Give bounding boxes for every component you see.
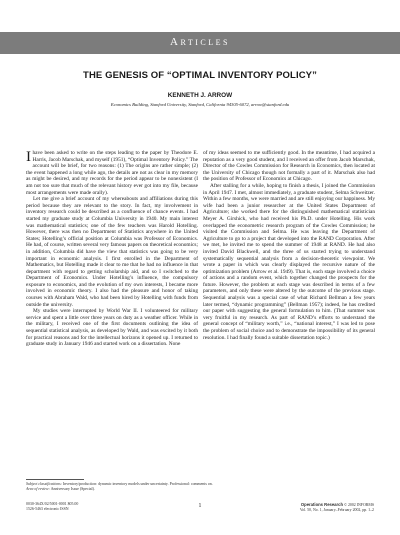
subject-classifications [26, 482, 374, 492]
author-name: KENNETH J. ARROW [167, 92, 233, 99]
drop-cap: I [26, 148, 31, 165]
author-affiliation: Economics Building, Stanford University, Stanford, California 94305-6072, arrow@stanford.edu [110, 102, 290, 107]
left-column [26, 150, 198, 348]
section-label: Articles [170, 36, 230, 48]
journal-block [300, 502, 374, 513]
subject-text: Inventory/production: dynamic inventory models under uncertainty. Professional: comments on. [62, 482, 213, 486]
area-text: Anniversary Issue (Special). [50, 486, 95, 491]
body-paragraph: After stalling for a while, hoping to finish a thesis, I joined the Commission in April 1947. I met, almost immediately, a graduate student, Selma Schweitzer. Within a few months, we were married and are still enjoying our happiness. My wife had been a junior researcher at the United States Department of Agriculture; she worked there for the distinguished mathematical statistician Meyer A. Girshick, who had received his Ph.D. under Hotelling. His work overlapped the econometric research program of the Cowles Commission; he visited the Commission and Selma. He was leaving the Department of Agriculture to go to a project that developed into the RAND Corporation. After we met, he invited me to spend the summer of 1948 at RAND. He had also invited David Blackwell, and the three of us started trying to understand systematically sequential analysis from a decision-theoretic viewpoint. We wrote a paper in which was clearly displayed the recursive nature of the optimization problem (Arrow et al. 1949). That is, each stage involved a choice of actions and a random event, which together changed the prospects for the future. However, the problem at each stage was described in terms of a few parameters, and only these were altered by the outcome of the previous stage. Sequential analysis was a special case of what Richard Bellman a few years later termed, “dynamic programming” (Bellman 1957); indeed, he has credited our paper with suggesting the general formulation to him. (That summer was very fruitful in my research. As part of RAND’s efforts to understand the general concept of “military worth,” i.e., “national interest,” I was led to pose the problem of social choice and to demonstrate the impossibility of its general resolution. I had finally found a suitable dissertation topic.) [203, 182, 375, 341]
volume-info: Vol. 50, No. 1, January–February 2002, pp. 1–2 [299, 508, 374, 512]
issn-line: 0030-364X/02/5001-0001 $05.00 [26, 502, 79, 506]
article-title: THE GENESIS OF “OPTIMAL INVENTORY POLICY” [83, 70, 317, 81]
subject-label: Subject classifications: [26, 482, 62, 486]
body-paragraph: of my ideas seemed to me sufficiently good. In the meantime, I had acquired a reputation as a very good student, and I received an offer from Jacob Marschak, Director of the Cowles Commission for Research in Economics, then located at the University of Chicago though not formally a part of it. Marschak also had the position of Professor of Economics at Chicago. [203, 150, 375, 183]
journal-name: Operations Research [300, 502, 344, 507]
body-paragraph: Let me give a brief account of my whereabouts and affiliations during this period because they are relevant to the story. In fact, my involvement in inventory research could be described as a confluence of chance events. I had started my graduate study at Columbia University in 1940. My main interest was mathematical statistics; one of the few teachers was Harold Hotelling. However, there was then no Department of Statistics anywhere in the United States; Hotelling’s official position at Columbia was Professor of Economics. He had, of course, written several very famous papers on theoretical economics; in addition, Columbia did have the view that statistics was going to be very important in economic analysis. I first enrolled in the Department of Mathematics, but Hotelling made it clear to me that he had no influence in that department with regard to getting scholarship aid, and so I switched to the Department of Economics. Under Hotelling’s influence, the compulsory exposure to economics, and the evolution of my own interests, I became more involved in economic theory. I also had the pleasure and honor of taking courses with Abraham Wald, who had been hired by Hotelling with funds from outside the university. [26, 196, 198, 308]
area-label: Area of review: [26, 486, 50, 491]
issn-line: 1526-5463 electronic ISSN [26, 507, 69, 511]
body-paragraph: My studies were interrupted by World War II. I volunteered for military service and spent a little over three years on duty as a weather officer. While in the military, I received one of the first documents outlining the idea of sequential statistical analysis, as developed by Wald, and was excited by it both for practical reasons and for the intellectual horizons it opened up. I returned to graduate study in January 1946 and started work on a dissertation. None [26, 308, 198, 348]
page-number: 1 [198, 503, 202, 509]
body-paragraph [26, 150, 198, 196]
paragraph-text: have been asked to write on the steps leading to the paper by Theodore E. Harris, Jacob Marschak, and myself (1951), “Optimal Inventory Policy.” The account will be brief, for two reasons: (1) The origins are rather simple; (2) the event happened a long while ago, the details are not as clear in my memory as might be desired, and my records for the period appear to be nonexistent (I am not too sure that much of the relevant history ever got into my file, because most arrangements were made orally). [26, 150, 198, 196]
copyright: © 2002 INFORMS [344, 503, 374, 507]
right-column [203, 150, 375, 341]
footnote-divider [26, 479, 84, 480]
